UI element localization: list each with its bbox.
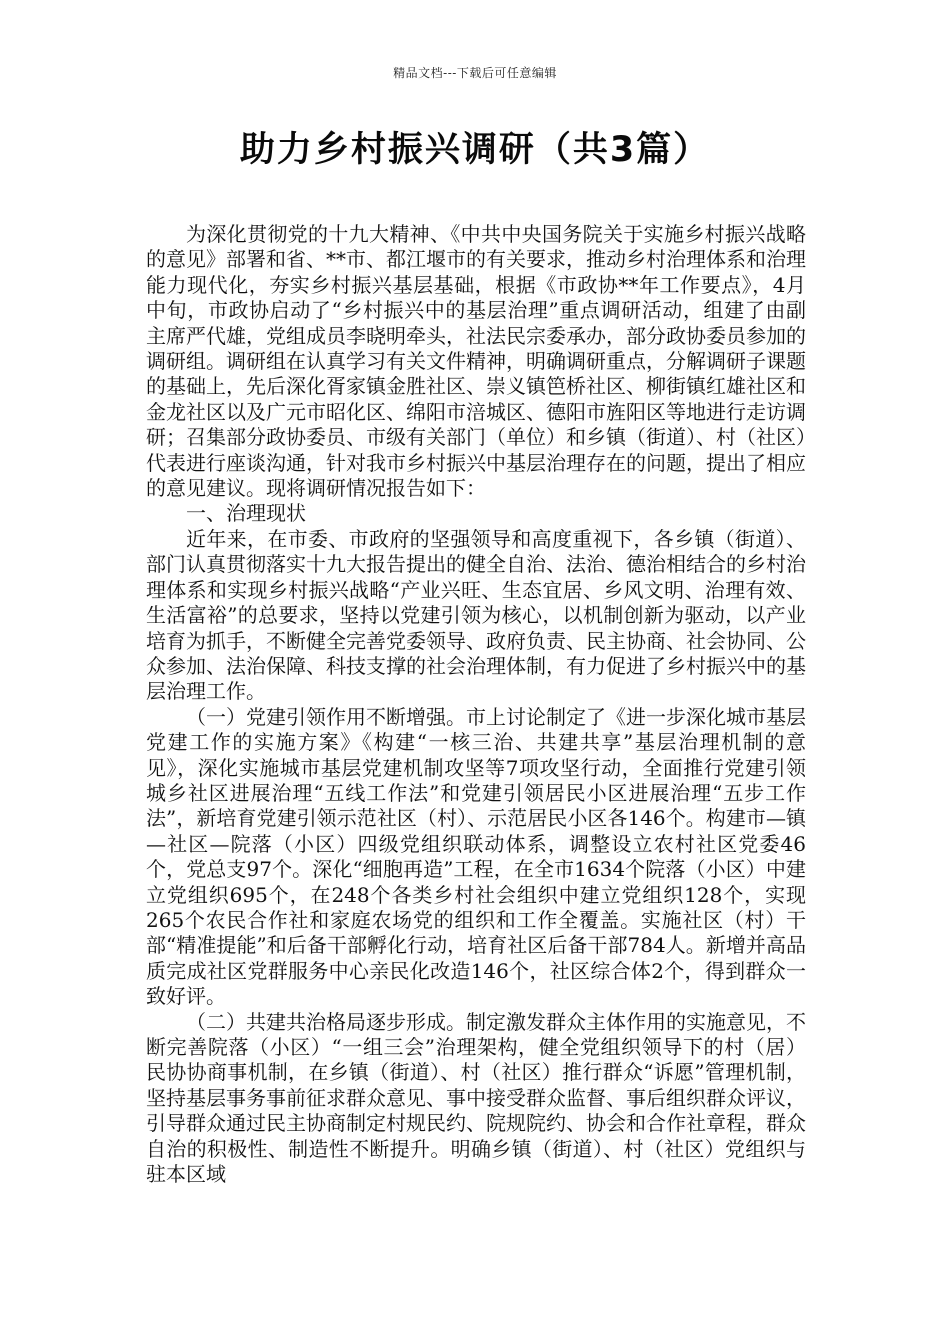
paragraph-intro: 为深化贯彻党的十九大精神、《中共中央国务院关于实施乡村振兴战略的意见》部署和省、**市、都江堰市的有关要求，推动乡村治理体系和治理能力现代化，夯实乡村振兴基层基础，根据《市政协**年工作要点》，4月中旬，市政协启动了“乡村振兴中的基层治理”重点调研活动，组建了由副主席严代雄，党组成员李晓明牵头，社法民宗委承办，部分政协委员参加的调研组。调研组在认真学习有关文件精神，明确调研重点，分解调研子课题的基础上，先后深化胥家镇金胜社区、崇义镇笆桥社区、柳街镇红雄社区和金龙社区以及广元市昭化区、绵阳市涪城区、德阳市旌阳区等地进行走访调研；召集部分政协委员、市级有关部门（单位）和乡镇（街道）、村（社区）代表进行座谈沟通，针对我市乡村振兴中基层治理存在的问题，提出了相应的意见建议。现将调研情况报告如下： xyxy=(146,222,806,501)
paragraph-co-governance: （二）共建共治格局逐步形成。制定激发群众主体作用的实施意见，不断完善院落（小区）“一组三会”治理架构，健全党组织领导下的村（居）民协协商事机制，在乡镇（街道）、村（社区）推行群众“诉愿”管理机制，坚持基层事务事前征求群众意见、事中接受群众监督、事后组织群众评议，引导群众通过民主协商制定村规民约、院规院约、协会和合作社章程，群众自治的积极性、制造性不断提升。明确乡镇（街道）、村（社区）党组织与驻本区域 xyxy=(146,1009,806,1187)
section-heading-governance-status: 一、治理现状 xyxy=(186,501,306,526)
paragraph-party-building: （一）党建引领作用不断增强。市上讨论制定了《进一步深化城市基层党建工作的实施方案》《构建“一核三治、共建共享”基层治理机制的意见》，深化实施城市基层党建机制攻坚等7项攻坚行动，全面推行党建引领城乡社区进展治理“五线工作法”和党建引领居民小区进展治理“五步工作法”，新培育党建引领示范社区（村）、示范居民小区各146个。构建市—镇—社区—院落（小区）四级党组织联动体系，调整设立农村社区党委46个，党总支97个。深化“细胞再造”工程，在全市1634个院落（小区）中建立党组织695个，在248个各类乡村社会组织中建立党组织128个，实现265个农民合作社和家庭农场党的组织和工作全覆盖。实施社区（村）干部“精准提能”和后备干部孵化行动，培育社区后备干部784人。新增并高品质完成社区党群服务中心亲民化改造146个，社区综合体2个，得到群众一致好评。 xyxy=(146,704,806,1009)
header-note: 精品文档---下载后可任意编辑 xyxy=(393,66,557,80)
paragraph-overview: 近年来，在市委、市政府的坚强领导和高度重视下，各乡镇（街道）、部门认真贯彻落实十九大报告提出的健全自治、法治、德治相结合的乡村治理体系和实现乡村振兴战略“产业兴旺、生态宜居、乡风文明、治理有效、生活富裕”的总要求，坚持以党建引领为核心，以机制创新为驱动，以产业培育为抓手，不断健全完善党委领导、政府负责、民主协商、社会协同、公众参加、法治保障、科技支撑的社会治理体制，有力促进了乡村振兴中的基层治理工作。 xyxy=(146,526,806,704)
document-title: 助力乡村振兴调研（共3篇） xyxy=(239,130,711,170)
document-body xyxy=(146,222,806,1187)
